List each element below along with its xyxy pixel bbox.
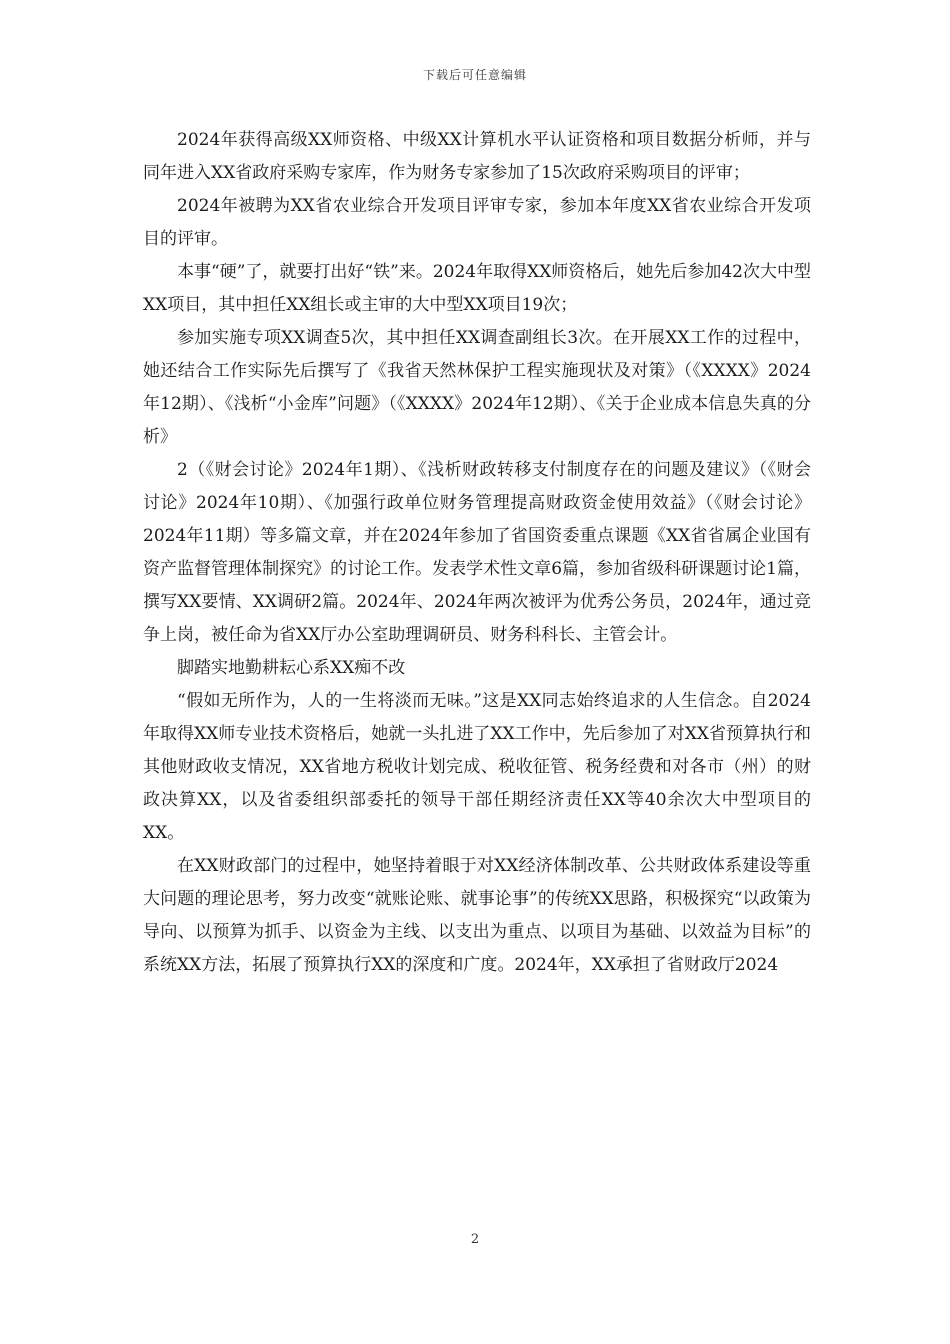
page-header: 下载后可任意编辑 [422, 68, 527, 82]
section-heading: 脚踏实地勤耕耘心系XX痴不改 [177, 658, 406, 678]
paragraph: “假如无所作为，人的一生将淡而无味。”这是XX同志始终追求的人生信念。自2024年取得XX师专业技术资格后，她就一头扎进了XX工作中，先后参加了对XX省预算执行和其他财政收支情况，XX省地方税收计划完成、税收征管、税务经费和对各市（州）的财政决算XX，以及省委组织部委托的领导干部任期经济责任XX等40余次大中型项目的XX。 [143, 691, 811, 843]
paragraph: 2（《财会讨论》2024年1期）、《浅析财政转移支付制度存在的问题及建议》（《财会讨论》2024年10期）、《加强行政单位财务管理提高财政资金使用效益》（《财会讨论》2024年11期）等多篇文章，并在2024年参加了省国资委重点课题《XX省省属企业国有资产监督管理体制探究》的讨论工作。发表学术性文章6篇，参加省级科研课题讨论1篇，撰写XX要情、XX调研2篇。2024年、2024年两次被评为优秀公务员，2024年，通过竞争上岗，被任命为省XX厅办公室助理调研员、财务科科长、主管会计。 [143, 460, 811, 645]
paragraph: 2024年获得高级XX师资格、中级XX计算机水平认证资格和项目数据分析师，并与同年进入XX省政府采购专家库，作为财务专家参加了15次政府采购项目的评审； [143, 130, 811, 183]
paragraph: 2024年被聘为XX省农业综合开发项目评审专家，参加本年度XX省农业综合开发项目的评审。 [143, 196, 811, 249]
paragraph: 在XX财政部门的过程中，她坚持着眼于对XX经济体制改革、公共财政体系建设等重大问题的理论思考，努力改变“就账论账、就事论事”的传统XX思路，积极探究“以政策为导向、以预算为抓手、以资金为主线、以支出为重点、以项目为基础、以效益为目标”的系统XX方法，拓展了预算执行XX的深度和广度。2024年，XX承担了省财政厅2024 [143, 856, 811, 975]
paragraph: 参加实施专项XX调查5次，其中担任XX调查副组长3次。在开展XX工作的过程中，她还结合工作实际先后撰写了《我省天然林保护工程实施现状及对策》（《XXXX》2024年12期）、《浅析“小金库”问题》（《XXXX》2024年12期）、《关于企业成本信息失真的分析》 [143, 328, 811, 447]
page-number: 2 [470, 1232, 480, 1247]
paragraph: 本事“硬”了，就要打出好“铁”来。2024年取得XX师资格后，她先后参加42次大中型XX项目，其中担任XX组长或主审的大中型XX项目19次； [143, 262, 811, 315]
document-body [143, 124, 811, 982]
